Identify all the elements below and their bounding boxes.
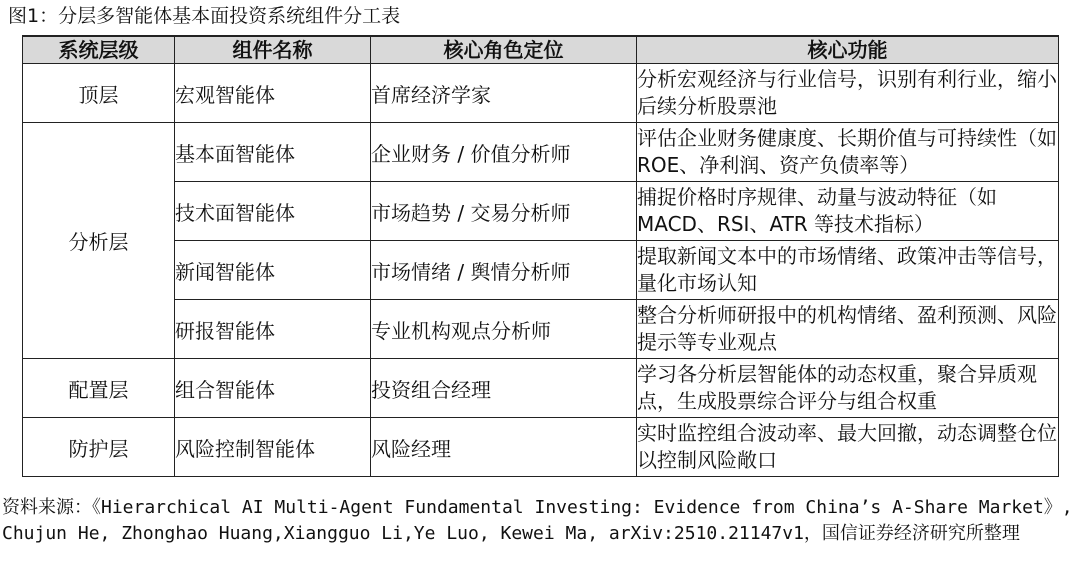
role-cell: 风险经理 [371, 418, 637, 477]
table-row [23, 182, 1059, 241]
component-cell: 风险控制智能体 [175, 418, 371, 477]
component-cell: 研报智能体 [175, 300, 371, 359]
component-table [22, 35, 1059, 477]
component-cell: 宏观智能体 [175, 64, 371, 123]
table-row [23, 64, 1059, 123]
table-row [23, 241, 1059, 300]
role-cell: 市场趋势 / 交易分析师 [371, 182, 637, 241]
header-layer: 系统层级 [23, 36, 175, 64]
layer-cell-protection: 防护层 [23, 418, 175, 477]
function-cell: 整合分析师研报中的机构情绪、盈利预测、风险提示等专业观点 [637, 300, 1059, 359]
component-cell: 新闻智能体 [175, 241, 371, 300]
source-note: 资料来源：《Hierarchical AI Multi-Agent Fundamental Investing: Evidence from China’s A-Share Market》, Chujun He, Zhonghao Huang,Xiangguo Li,Ye Luo, Kewei Ma, arXiv:2510.21147v1，国信证券经济研究所整理 [2, 497, 1073, 544]
header-function: 核心功能 [637, 36, 1059, 64]
table-row [23, 359, 1059, 418]
function-cell: 捕捉价格时序规律、动量与波动特征（如 MACD、RSI、ATR 等技术指标） [637, 182, 1059, 241]
figure-caption: 图1：分层多智能体基本面投资系统组件分工表 [8, 5, 401, 27]
component-cell: 组合智能体 [175, 359, 371, 418]
header-component: 组件名称 [175, 36, 371, 64]
table-row [23, 300, 1059, 359]
header-role: 核心角色定位 [371, 36, 637, 64]
function-cell: 实时监控组合波动率、最大回撤，动态调整仓位以控制风险敞口 [637, 418, 1059, 477]
function-cell: 分析宏观经济与行业信号，识别有利行业，缩小后续分析股票池 [637, 64, 1059, 123]
role-cell: 投资组合经理 [371, 359, 637, 418]
layer-cell-analysis: 分析层 [23, 123, 175, 359]
function-cell: 学习各分析层智能体的动态权重，聚合异质观点，生成股票综合评分与组合权重 [637, 359, 1059, 418]
function-cell: 提取新闻文本中的市场情绪、政策冲击等信号，量化市场认知 [637, 241, 1059, 300]
table-row [23, 123, 1059, 182]
component-cell: 基本面智能体 [175, 123, 371, 182]
role-cell: 首席经济学家 [371, 64, 637, 123]
role-cell: 市场情绪 / 舆情分析师 [371, 241, 637, 300]
component-cell: 技术面智能体 [175, 182, 371, 241]
role-cell: 企业财务 / 价值分析师 [371, 123, 637, 182]
layer-cell-top: 顶层 [23, 64, 175, 123]
layer-cell-allocation: 配置层 [23, 359, 175, 418]
role-cell: 专业机构观点分析师 [371, 300, 637, 359]
table-row [23, 418, 1059, 477]
function-cell: 评估企业财务健康度、长期价值与可持续性（如 ROE、净利润、资产负债率等） [637, 123, 1059, 182]
table-header-row [23, 36, 1059, 64]
